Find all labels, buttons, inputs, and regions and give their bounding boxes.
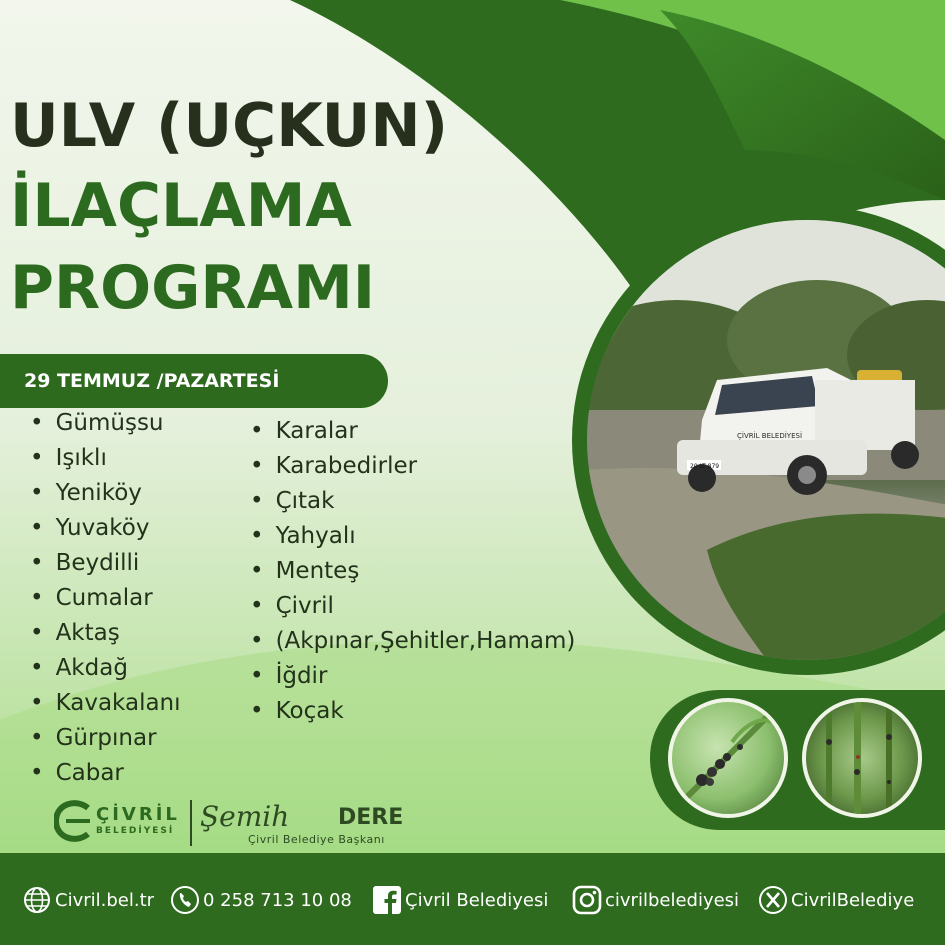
facebook-text: Çivril Belediyesi: [405, 889, 549, 911]
list-item: • Menteş: [250, 554, 575, 589]
website-text: Civril.bel.tr: [55, 889, 155, 911]
aphids-photo: [668, 698, 788, 818]
list-item: • Işıklı: [30, 441, 181, 476]
list-item: • Kavakalanı: [30, 686, 181, 721]
logo-mark-icon: [54, 800, 92, 842]
list-item: • Aktaş: [30, 616, 181, 651]
phone-link[interactable]: [170, 885, 352, 915]
mayor-role: Çivril Belediye Başkanı: [248, 833, 385, 846]
list-item: • Karabedirler: [250, 449, 575, 484]
villages-list-2: [250, 414, 575, 729]
list-item: • Çivril: [250, 589, 575, 624]
list-item: • Koçak: [250, 694, 575, 729]
list-item: • Cabar: [30, 756, 181, 791]
list-item: • Yeniköy: [30, 476, 181, 511]
website-link[interactable]: [22, 885, 154, 915]
x-icon: [758, 885, 788, 915]
x-link[interactable]: [758, 885, 914, 915]
list-item: • Yuvaköy: [30, 511, 181, 546]
globe-icon: [22, 885, 52, 915]
truck-illustration: [587, 220, 945, 660]
x-text: CivrilBelediye: [791, 889, 915, 911]
municipality-logo: [54, 800, 194, 846]
facebook-icon: [372, 885, 402, 915]
list-item: • Beydilli: [30, 546, 181, 581]
instagram-text: civrilbelediyesi: [605, 889, 740, 911]
list-item: • Çıtak: [250, 484, 575, 519]
stems-photo: [802, 698, 922, 818]
list-item: • Akdağ: [30, 651, 181, 686]
villages-list-1: [30, 406, 181, 791]
logo-name: ÇİVRİL: [96, 804, 180, 825]
logo-divider: [190, 800, 192, 846]
mayor-signature-script: Şemih: [200, 800, 290, 833]
truck-photo: [587, 220, 945, 660]
list-item: • (Akpınar,Şehitler,Hamam): [250, 624, 575, 659]
footer-bar: [0, 853, 945, 945]
phone-icon: [170, 885, 200, 915]
list-item: • Karalar: [250, 414, 575, 449]
list-item: • Cumalar: [30, 581, 181, 616]
truck-door-text: ÇİVRİL BELEDİYESİ: [737, 432, 803, 440]
instagram-icon: [572, 885, 602, 915]
title-line-1: ULV (UÇKUN): [10, 91, 448, 161]
facebook-link[interactable]: [372, 885, 548, 915]
list-item: • Gürpınar: [30, 721, 181, 756]
truck-plate: 20 LT 879: [690, 463, 720, 470]
schedule-date-band: 29 TEMMUZ /PAZARTESİ: [0, 354, 388, 408]
list-item: • İğdir: [250, 659, 575, 694]
title-line-2: İLAÇLAMA: [10, 171, 352, 241]
logo-sub: BELEDİYESİ: [96, 826, 175, 836]
phone-text: 0 258 713 10 08: [203, 889, 352, 911]
list-item: • Gümüşsu: [30, 406, 181, 441]
mayor-surname: DERE: [338, 805, 404, 830]
title-line-3: PROGRAMI: [10, 253, 376, 323]
list-item: • Yahyalı: [250, 519, 575, 554]
instagram-link[interactable]: [572, 885, 739, 915]
